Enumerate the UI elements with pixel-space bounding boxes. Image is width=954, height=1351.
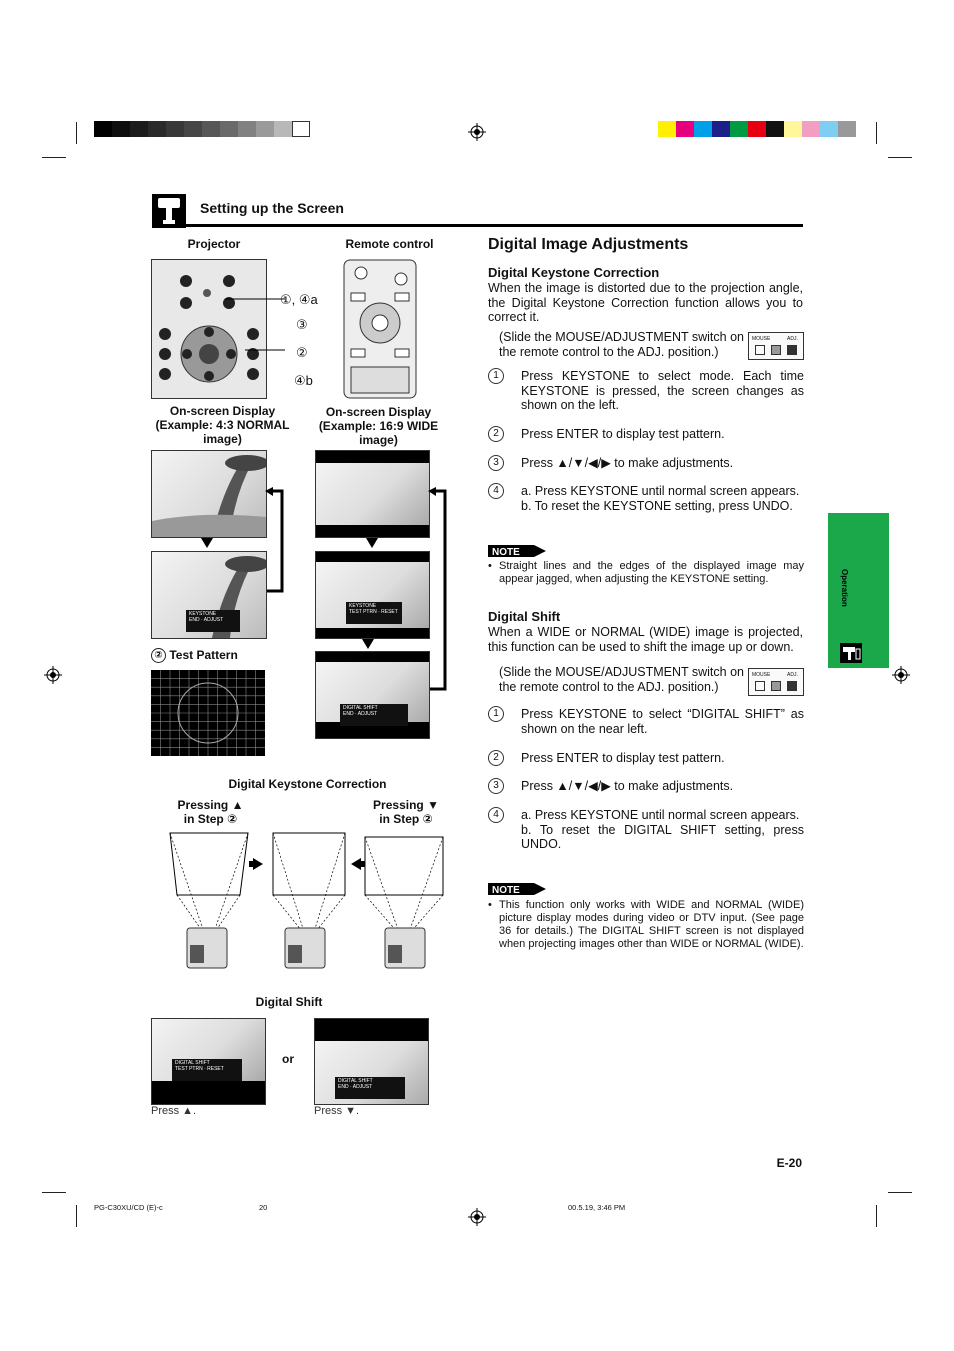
- remote-label: Remote control: [345, 237, 434, 251]
- note-badge: [488, 545, 546, 557]
- side-tab-label: Operation: [840, 569, 849, 607]
- press-down-caption: Press ▼.: [314, 1105, 360, 1117]
- press-up-caption: Press ▲.: [151, 1105, 197, 1117]
- crop-mark: [888, 1192, 912, 1193]
- callout-1-4a: ①, ④a: [280, 292, 318, 307]
- osd-item: END: [338, 1084, 349, 1090]
- page-title: Digital Image Adjustments: [488, 236, 689, 253]
- digital-shift-diagram-title: Digital Shift: [255, 995, 323, 1009]
- step-text: Press ▲/▼/◀/▶ to make adjustments.: [521, 456, 734, 470]
- crop-mark: [876, 1205, 877, 1227]
- step-number: 1: [488, 368, 504, 384]
- header-rule: [152, 224, 803, 227]
- note-badge: [488, 883, 546, 895]
- screen-wide-keystone: KEYSTONE TEST PTRN · RESET: [315, 551, 430, 639]
- dkc-heading: Digital Keystone Correction: [488, 265, 660, 280]
- keystone-projection-diagram: [165, 825, 455, 975]
- osd-item: RESET: [207, 1066, 224, 1072]
- setup-icon: [152, 194, 186, 228]
- or-label: or: [282, 1052, 294, 1066]
- osd-title: KEYSTONE: [349, 603, 377, 609]
- osd-caption-right: On-screen Display (Example: 16:9 WIDE image): [318, 405, 439, 447]
- loop-arrow: [428, 487, 450, 693]
- step-text-b: b. To reset the DIGITAL SHIFT setting, press UNDO.: [521, 822, 804, 851]
- operation-icon: [840, 643, 862, 663]
- projector-label: Projector: [187, 237, 241, 251]
- step-number: 4: [488, 483, 504, 499]
- ds-note-text: This function only works with WIDE and NORMAL (WIDE) picture display modes during video or DTV input. (See page 36 for details.) The DIGITAL SHIFT screen is not displayed when projecting images other than WIDE or NORMAL (WIDE).: [499, 899, 804, 950]
- osd-item: END: [189, 617, 200, 623]
- osd-title: DIGITAL SHIFT: [175, 1060, 210, 1066]
- step-number-2: ②: [151, 648, 166, 663]
- dkc-note-text: Straight lines and the edges of the displayed image may appear jagged, when adjusting the KEYSTONE setting.: [499, 560, 804, 585]
- step-text: a. Press KEYSTONE until normal screen appears.: [521, 808, 800, 822]
- osd-item: ADJUST: [203, 617, 224, 623]
- callout-4b: ④b: [294, 373, 313, 388]
- dkc-step-3: [488, 456, 804, 471]
- pressing-up-label: [168, 798, 253, 826]
- crop-mark: [42, 1192, 66, 1193]
- step-number: 4: [488, 807, 504, 823]
- page-number: E-20: [776, 1156, 802, 1170]
- ds-step-4: [488, 808, 804, 852]
- screen-normal: [151, 450, 267, 538]
- crop-mark: [888, 157, 912, 158]
- step-text-b: b. To reset the KEYSTONE setting, press UNDO.: [521, 498, 793, 513]
- arrow-down-icon: [366, 538, 378, 548]
- dkc-step-4: [488, 484, 804, 513]
- footer-file: PG-C30XU/CD (E)-c: [94, 1203, 163, 1212]
- step-number: 3: [488, 778, 504, 794]
- osd-title: KEYSTONE: [189, 611, 217, 617]
- dkc-step-2: [488, 427, 804, 442]
- screen-shift-up: DIGITAL SHIFT TEST PTRN · RESET: [151, 1018, 266, 1105]
- step-number: 2: [488, 750, 504, 766]
- pressing-down-text: Pressing ▼: [373, 798, 439, 812]
- mouse-label: MOUSE: [752, 336, 771, 342]
- step-text: Press KEYSTONE to select mode. Each time KEYSTONE is pressed, the screen changes as shown on the left.: [521, 369, 804, 412]
- remote-control: [343, 259, 417, 399]
- mouse-adj-switch: [748, 668, 804, 696]
- adj-label: ADJ.: [787, 672, 798, 678]
- pressing-down-label: [362, 798, 450, 826]
- screen-wide: [315, 450, 430, 538]
- in-step-text: in Step ②: [183, 812, 238, 826]
- leader-lines: [225, 292, 285, 382]
- step-number: 3: [488, 455, 504, 471]
- crop-mark: [42, 157, 66, 158]
- osd-item: END: [343, 711, 354, 717]
- osd-item: TEST PTRN: [349, 609, 377, 615]
- callout-2: ②: [296, 345, 308, 360]
- operation-side-tab: [828, 513, 889, 668]
- arrow-down-icon: [201, 538, 213, 548]
- dkc-step-1: [488, 369, 804, 413]
- osd-caption-left: On-screen Display (Example: 4:3 NORMAL image): [155, 404, 290, 446]
- step-text: Press KEYSTONE to select “DIGITAL SHIFT” as shown on the near left.: [521, 707, 804, 736]
- crop-mark: [76, 122, 77, 144]
- footer-page: 20: [259, 1203, 268, 1212]
- osd-item: RESET: [381, 609, 398, 615]
- loop-arrow: [265, 487, 287, 595]
- dkc-diagram-title: Digital Keystone Correction: [228, 777, 387, 791]
- registration-mark-icon: [468, 1208, 486, 1226]
- test-pattern-grid: [151, 670, 265, 756]
- color-bar: [658, 121, 856, 137]
- ds-slide-note: (Slide the MOUSE/ADJUSTMENT switch on the remote control to the ADJ. position.): [499, 665, 744, 694]
- step-text: a. Press KEYSTONE until normal screen appears.: [521, 484, 800, 498]
- in-step-text: in Step ②: [379, 812, 433, 826]
- ds-step-3: [488, 779, 804, 794]
- ds-intro: When a WIDE or NORMAL (WIDE) image is projected, this function can be used to shift the image up or down.: [488, 625, 803, 654]
- dkc-slide-note: (Slide the MOUSE/ADJUSTMENT switch on the remote control to the ADJ. position.): [499, 330, 744, 359]
- crop-mark: [876, 122, 877, 144]
- registration-mark-icon: [468, 123, 486, 141]
- step-text: Press ENTER to display test pattern.: [521, 751, 725, 765]
- screen-wide-shift: DIGITAL SHIFT END · ADJUST: [315, 651, 430, 739]
- adj-label: ADJ.: [787, 336, 798, 342]
- test-pattern-label: [151, 648, 238, 663]
- screen-normal-keystone: KEYSTONE END · ADJUST: [151, 551, 267, 639]
- pressing-up-text: Pressing ▲: [177, 798, 244, 812]
- ds-step-2: [488, 751, 804, 766]
- step-number: 1: [488, 706, 504, 722]
- test-pattern-text: Test Pattern: [169, 648, 238, 662]
- osd-item: TEST PTRN: [175, 1066, 203, 1072]
- footer-date: 00.5.19, 3:46 PM: [568, 1203, 626, 1212]
- osd-title: DIGITAL SHIFT: [338, 1078, 373, 1084]
- note-label: NOTE: [492, 547, 520, 557]
- grayscale-bar: [94, 121, 310, 137]
- step-text: Press ENTER to display test pattern.: [521, 427, 725, 441]
- step-text: Press ▲/▼/◀/▶ to make adjustments.: [521, 779, 734, 793]
- ds-note: • This function only works with WIDE and NORMAL (WIDE) picture display modes during video or DTV input. (See page 36 for details.) The DIGITAL SHIFT screen is not displayed when projecting images other than WIDE or NORMAL (WIDE).: [488, 899, 804, 950]
- dkc-intro: When the image is distorted due to the projection angle, the Digital Keystone Correction function allows you to correct it.: [488, 281, 803, 324]
- step-number: 2: [488, 426, 504, 442]
- dkc-note: • Straight lines and the edges of the displayed image may appear jagged, when adjusting the KEYSTONE setting.: [488, 560, 804, 585]
- osd-item: ADJUST: [357, 711, 378, 717]
- mouse-label: MOUSE: [752, 672, 771, 678]
- ds-heading: Digital Shift: [488, 609, 561, 624]
- registration-mark-icon: [44, 666, 62, 684]
- registration-mark-icon: [892, 666, 910, 684]
- osd-item: ADJUST: [352, 1084, 373, 1090]
- callout-3: ③: [296, 317, 308, 332]
- ds-step-1: [488, 707, 804, 736]
- section-header: Setting up the Screen: [200, 200, 344, 216]
- crop-mark: [76, 1205, 77, 1227]
- mouse-adj-switch: [748, 332, 804, 360]
- osd-title: DIGITAL SHIFT: [343, 705, 378, 711]
- screen-shift-down: DIGITAL SHIFT END · ADJUST: [314, 1018, 429, 1105]
- arrow-down-icon: [362, 639, 374, 649]
- note-label: NOTE: [492, 885, 520, 895]
